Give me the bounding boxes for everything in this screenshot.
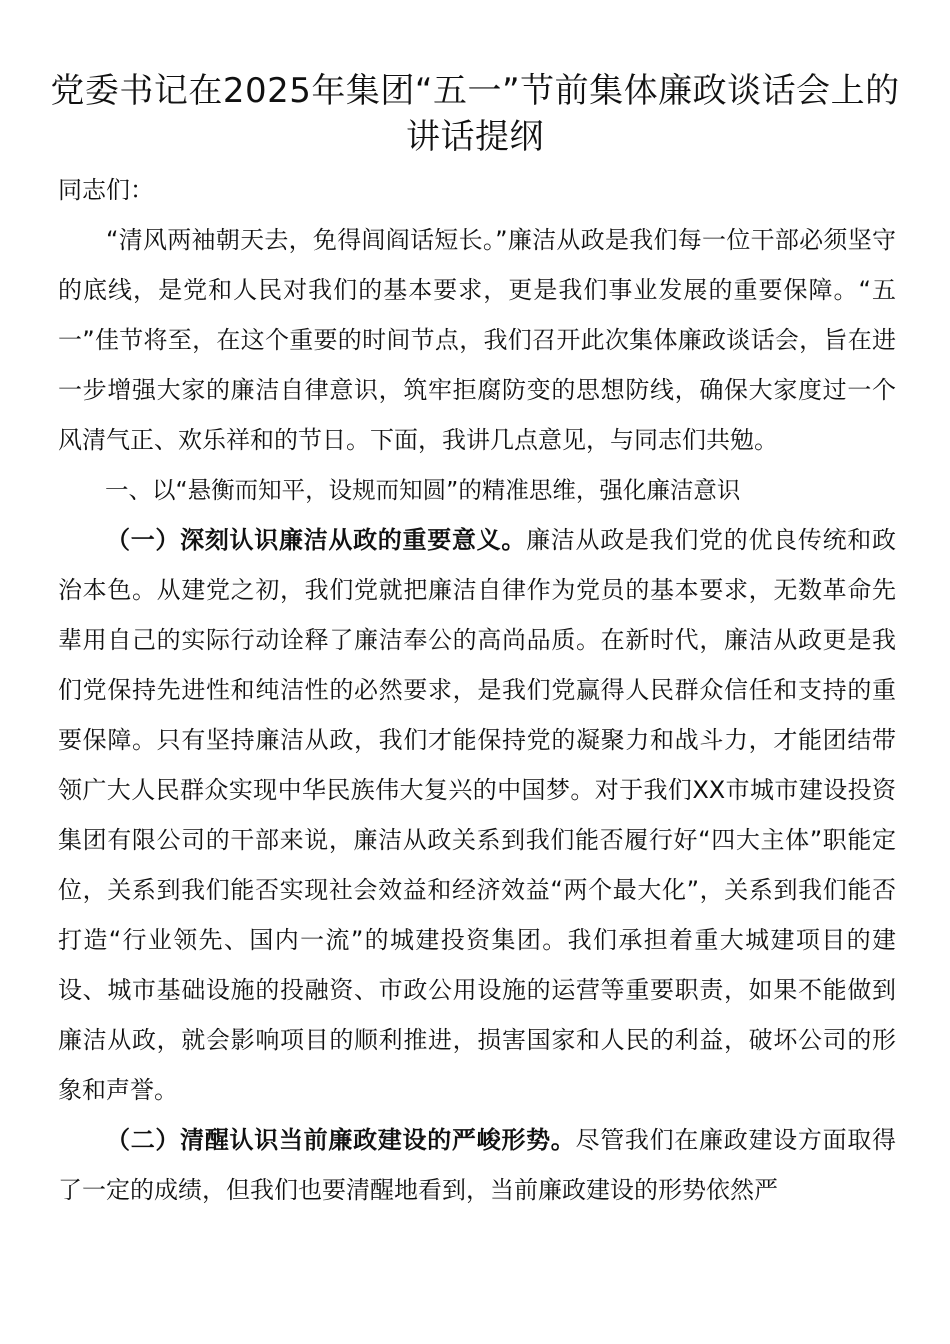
subsection-paragraph-2 bbox=[58, 1115, 896, 1215]
subsection-paragraph-1 bbox=[58, 515, 896, 1115]
subsection-heading-2: （二）清醒认识当前廉政建设的严峻形势。 bbox=[106, 1126, 576, 1154]
greeting: 同志们： bbox=[58, 176, 154, 204]
document-body bbox=[58, 165, 896, 1215]
intro-paragraph: “清风两袖朝天去，免得闾阎话短长。”廉洁从政是我们每一位干部必须坚守的底线，是党和人民对我们的基本要求，更是我们事业发展的重要保障。“五一”佳节将至，在这个重要的时间节点，我们召开此次集体廉政谈话会，旨在进一步增强大家的廉洁自律意识，筑牢拒腐防变的思想防线，确保大家度过一个风清气正、欢乐祥和的节日。下面，我讲几点意见，与同志们共勉。 bbox=[58, 226, 896, 454]
subsection-text-1: 廉洁从政是我们党的优良传统和政治本色。从建党之初，我们党就把廉洁自律作为党员的基本要求，无数革命先辈用自己的实际行动诠释了廉洁奉公的高尚品质。在新时代，廉洁从政更是我们党保持先进性和纯洁性的必然要求，是我们党赢得人民群众信任和支持的重要保障。只有坚持廉洁从政，我们才能保持党的凝聚力和战斗力，才能团结带领广大人民群众实现中华民族伟大复兴的中国梦。对于我们XX市城市建设投资集团有限公司的干部来说，廉洁从政关系到我们能否履行好“四大主体”职能定位，关系到我们能否实现社会效益和经济效益“两个最大化”，关系到我们能否打造“行业领先、国内一流”的城建投资集团。我们承担着重大城建项目的建设、城市基础设施的投融资、市政公用设施的运营等重要职责，如果不能做到廉洁从政，就会影响项目的顺利推进，损害国家和人民的利益，破坏公司的形象和声誉。 bbox=[58, 526, 897, 1104]
section-heading-1: 一、以“悬衡而知平，设规而知圆”的精准思维，强化廉洁意识 bbox=[105, 476, 741, 504]
document-title: 党委书记在2025年集团“五一”节前集体廉政谈话会上的讲话提纲 bbox=[50, 71, 900, 157]
subsection-heading-1: （一）深刻认识廉洁从政的重要意义。 bbox=[106, 526, 527, 554]
subsection-text-2: 尽管我们在廉政建设方面取得了一定的成绩，但我们也要清醒地看到，当前廉政建设的形势依然严 bbox=[58, 1126, 896, 1204]
